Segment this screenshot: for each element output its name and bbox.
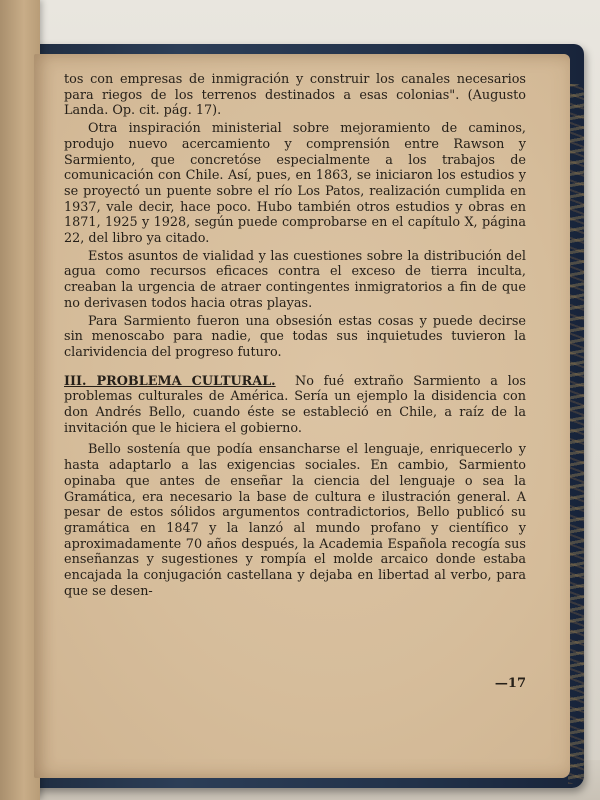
section-paragraph-intro <box>64 374 526 437</box>
page-number: —17 <box>494 676 526 691</box>
paragraph-3: Estos asuntos de vialidad y las cuestiones sobre la distribución del agua como recursos eficaces contra el exceso de tierra inculta, creaban la urgencia de atraer contingentes inmigratorios a fin de que no derivasen todos hacia otras playas. <box>64 248 526 311</box>
marbled-edge <box>568 84 584 784</box>
paragraph-4: Para Sarmiento fueron una obsesión estas cosas y puede decirse sin menoscabo para nadie, que todas sus inquietudes tuvieron la clarividencia del progreso futuro. <box>64 313 526 360</box>
paragraph-2: Otra inspiración ministerial sobre mejoramiento de caminos, produjo nuevo acercamiento y comprensión entre Rawson y Sarmiento, que concretóse especialmente a los trabajos de comunicación con Chile. Así, pues, en 1863, se iniciaron los estudios y se proyectó un puente sobre el río Los Patos, realización cumplida en 1937, vale decir, hace poco. Hubo también otros estudios y obras en 1871, 1925 y 1928, según puede comprobarse en el capítulo X, página 22, del libro ya citado. <box>64 121 526 247</box>
section-heading: III. PROBLEMA CULTURAL. <box>64 373 276 389</box>
section-intro: No fué extraño Sarmiento a los problemas culturales de América. Sería un ejemplo la disidencia con don Andrés Bello, cuando éste se estableció en Chile, a raíz de la invitación que le hiciera el gobierno. <box>64 373 526 436</box>
section-paragraph: Bello sostenía que podía ensancharse el lenguaje, enriquecerlo y hasta adaptarlo a las exigencias sociales. En cambio, Sarmiento opinaba que antes de enseñar la ciencia del lenguaje o sea la Gramática, era necesario la base de cultura e ilustración general. A pesar de estos sólidos argumentos contradictorios, Bello publicó su gramática en 1847 y la lanzó al mundo profano y científico y aproximadamente 70 años después, la Academia Española recogía sus enseñanzas y sugestiones y rompía el molde arcaico donde estaba encajada la conjugación castellana y dejaba en libertad al verbo, para que se desen- <box>64 442 526 599</box>
page-text <box>64 72 526 602</box>
paragraph-1: tos con empresas de inmigración y construir los canales necesarios para riegos de los terrenos destinados a esas colonias". (Augusto Landa. Op. cit. pág. 17). <box>64 72 526 119</box>
